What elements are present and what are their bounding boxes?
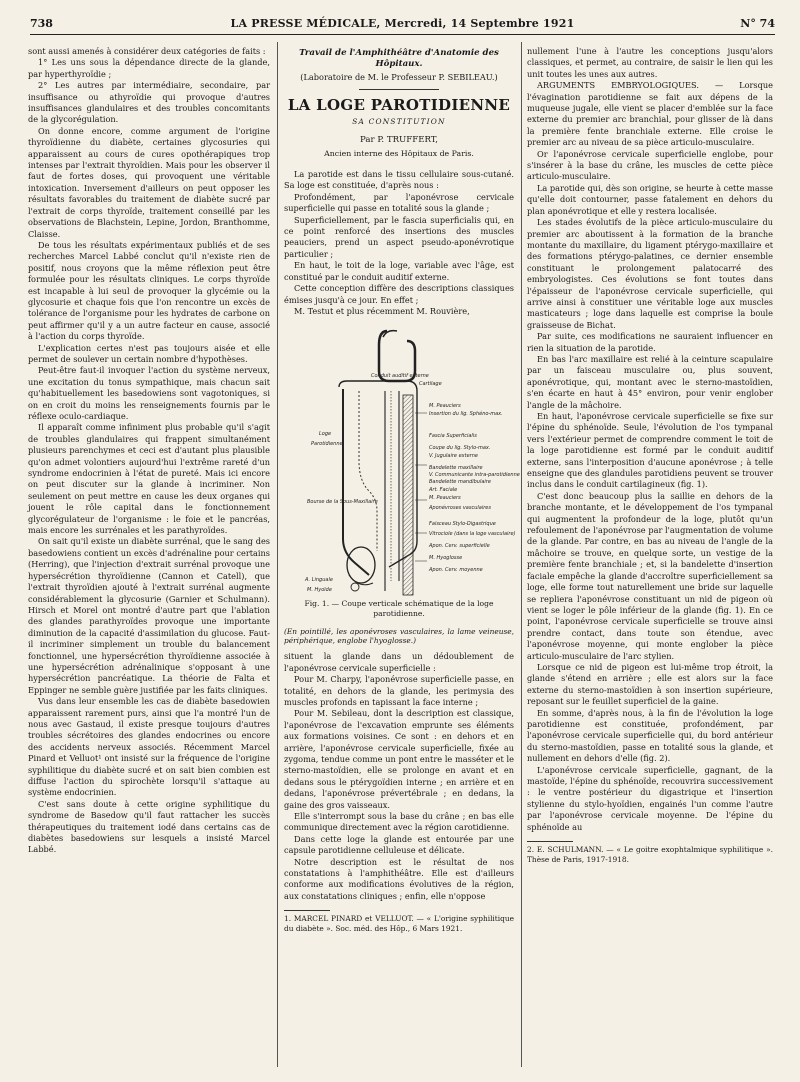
footnote: 2. E. SCHULMANN. — « Le goitre exophtalmique syphilitique ». Thèse de Paris, 1917-1918. xyxy=(527,845,773,864)
paragraph: Par suite, ces modifications ne sauraient influencer en rien la situation de la parotide. xyxy=(527,331,773,353)
figure-label: Bandelette mandibulaire xyxy=(429,479,491,486)
paragraph: M. Testut et plus récemment M. Rouvière, xyxy=(294,305,470,316)
figure-label: V. Communicante intra-parotidienne xyxy=(429,472,520,479)
paragraph: Pour M. Sebileau, dont la description est classique, l'aponévrose de l'excavation emprunte ses éléments aux formations voisines. Ce sont : en dehors et en arrière, l'aponévrose cervicale superficielle, fixée au zygoma, tendue comme un pont entre le masséter et le sterno-mastoïdien, elle se prolonge en avant et en dedans sous le ptérygoïdien interne ; en arrière et en dedans, l'aponévrose prévertébrale ; en dedans, la gaine des gros vaisseaux. xyxy=(284,708,514,810)
running-header xyxy=(30,14,775,35)
paragraph: En somme, d'après nous, à la fin de l'évolution la loge parotidienne est constituée, profondément, par l'aponévrose cervicale superficielle qui, du bord antérieur du sterno-mastoïdien, passe en totalité sous la glande, et nullement en dehors d'elle (fig. 2). xyxy=(527,707,773,764)
figure-caption-note: (En pointillé, les aponévroses vasculaires, la lame veineuse, périphérique, englobe l'hyoglosse.) xyxy=(284,626,514,645)
figure-caption: Fig. 1. — Coupe verticale schématique de la loge parotidienne. xyxy=(304,599,494,618)
journal-title: LA PRESSE MÉDICALE, Mercredi, 14 Septembre 1921 xyxy=(230,17,575,30)
paragraph: 2° Les autres par intermédiaire, secondaire, par insuffisance ou athyroïdie qui provoque d'autres insuffisances glandulaires et des troubles concomitants de la glycorégulation. xyxy=(28,80,270,125)
paragraph: Or l'aponévrose cervicale superficielle englobe, pour s'insérer à la base du crâne, les muscles de cette pièce articulo-musculaire. xyxy=(527,148,773,182)
paragraph: C'est donc beaucoup plus la saillie en dehors de la branche montante, et le développement de l'os tympanal qui augmentent la profondeur de la loge, plutôt qu'un refoulement de l'aponévrose par l'augmentation de volume de la glande. Par contre, en bas au niveau de l'angle de la mâchoire se trouve, en quelque sorte, un vestige de la première fente branchiale ; et, si la bandelette d'insertion faciale empêche la glande d'accroître superficiellement sa loge, elle forme tout naturellement une bride sur laquelle se repliera l'aponévrose constituant un nid de pigeon où vient se loger le pôle inférieur de la glande (fig. 1). En ce point, l'aponévrose cervicale superficielle se trouve ainsi prendre contact, dans toute son étendue, avec l'aponévrose moyenne, qui monte englober la pièce articulo-musculaire de l'arc stylien. xyxy=(527,490,773,661)
paragraph: Dans cette loge la glande est entourée par une capsule parotidienne celluleuse et délicate. xyxy=(284,833,514,856)
vascular-aponeurosis xyxy=(359,391,377,551)
figure-label: Vitrociole (dans la loge vasculaire) xyxy=(429,531,516,538)
laboratory-line: (Laboratoire de M. le Professeur P. SEBILEAU.) xyxy=(300,72,498,82)
article-heading xyxy=(284,48,514,159)
issue-number: N° 74 xyxy=(740,17,775,30)
paragraph: L'explication certes n'est pas toujours aisée et elle permet de soulever un certain nombre d'hypothèses. xyxy=(28,342,270,364)
author-title: Ancien interne des Hôpitaux de Paris. xyxy=(324,148,474,158)
paragraph: Les stades évolutifs de la pièce articulo-musculaire du premier arc aboutissent à la formation de la branche montante du maxillaire, du ligament ptérygo-maxillaire et des formations ptérygo-palatines, ce dernier ensemble constituant le prolongement palatocarré des embryologistes. Ces évolutions se font toutes dans l'épaisseur de l'aponévrose cervicale superficielle, qui arrive ainsi à constituer une véritable loge aux muscles masticateurs ; loge dans laquelle est comprise la boule graisseuse de Bichat. xyxy=(527,217,773,330)
column-rule-right xyxy=(521,42,522,1067)
footnote-rule xyxy=(527,841,573,842)
figure-label: Loge xyxy=(319,431,332,438)
paragraph: En haut, le toit de la loge, variable avec l'âge, est constitué par le conduit auditif externe. xyxy=(284,260,514,282)
paragraph: Pour M. Charpy, l'aponévrose superficielle passe, en totalité, en dehors de la glande, les perimysia des muscles profonds en tapissant la face interne ; xyxy=(284,674,514,707)
page-number: 738 xyxy=(30,17,53,30)
figure-label: Coupe du lig. Stylo-max. xyxy=(429,445,491,452)
paragraph: L'aponévrose cervicale superficielle, gagnant, de la mastoïde, l'épine du sphénoïde, recouvrira successivement : le ventre postérieur du digastrique et l'insertion stylienne du stylo-hyoïdien, engainés l'un comme l'autre par l'aponévrose cervicale moyenne. De l'épine du sphénoïde au xyxy=(527,764,773,832)
figure-label: M. Hyoglosse xyxy=(429,555,463,562)
figure-label: Conduit auditif externe xyxy=(371,373,429,380)
figure-label: M. Peauciers xyxy=(429,403,461,410)
paragraph: ARGUMENTS EMBRYOLOGIQUES. — Lorsque l'évagination parotidienne se fait aux dépens de la muqueuse jugale, elle vient se placer d'emblée sur la face externe du premier arc branchial, pour glisser de là dans la première fente branchiale externe. Elle croise le premier arc au niveau de sa pièce articulo-musculaire. xyxy=(527,80,773,148)
figure-label: M. Hyoïde xyxy=(307,587,332,594)
parotid-section-diagram xyxy=(299,325,520,595)
figure-label: V. Jugulaire externe xyxy=(429,453,478,460)
column-right xyxy=(527,46,773,1056)
paragraph: La parotide est dans le tissu cellulaire sous-cutané. Sa loge est constituée, d'après nous : xyxy=(284,169,514,191)
paragraph: On donne encore, comme argument de l'origine thyroïdienne du diabète, certaines glycosuries qui apparaissent au cours de cures opothérapiques trop intenses par l'extrait thyroïdien. Mais pour les observer il faut de fortes doses, qui provoquent une véritable intoxication. Inversement d'ailleurs on peut opposer les résultats favorables du traitement de diabète sucré par l'extrait de corps thyroïde, traitement conseillé par les observations de Blachstein, Lepine, Jordon, Branthomme, Claisse. xyxy=(28,125,270,239)
paragraph: Vus dans leur ensemble les cas de diabète basedowien apparaissent rarement purs, ainsi que l'a montré l'un de nous avec Gastaud, il existe presque toujours d'autres troubles sécrétoires des glandes endocrines ou encore des accidents nerveux associés. Récemment Marcel Pinard et Velluot¹ ont insisté sur la fréquence de l'origine syphilitique du diabète sucré et on sait bien combien est diffuse l'action du spirochète lorsqu'il s'attaque au système endocrinien. xyxy=(28,696,270,798)
paragraph: En bas l'arc maxillaire est relié à la ceinture scapulaire par un faisceau musculaire ou, plus souvent, aponévrotique, qui, montant avec le sterno-mastoïdien, s'en écarte en haut à 45° environ, pour venir englober l'angle de la mâchoire. xyxy=(527,353,773,410)
paragraph: 1° Les uns sous la dépendance directe de la glande, par hyperthyroïdie ; xyxy=(28,57,270,79)
divider xyxy=(359,89,439,90)
anatomical-figure xyxy=(284,325,520,595)
paragraph: Superficiellement, par le fascia superficialis qui, en ce point renforcé des insertions des muscles peauciers, prend un aspect pseudo-aponévrotique particulier ; xyxy=(284,214,514,259)
paragraph: De tous les résultats expérimentaux publiés et de ses recherches Marcel Labbé conclut qu'il n'existe rien de positif, nous croyons que la même réflexion peut être formulée pour les résultats cliniques. Le corps thyroïde est incapable à lui seul de provoquer la glycémie ou la glycosurie et chaque fois que l'on rencontre un excès de tolérance de l'organisme pour les hydrates de carbone on peut affirmer qu'il y a un autre facteur en cause, associé à l'action du corps thyroïde. xyxy=(28,239,270,342)
figure-label: Parotidienne xyxy=(311,441,343,448)
paragraph: Lorsque ce nid de pigeon est lui-même trop étroit, la glande s'étend en arrière ; elle est alors sur la face externe du sterno-mastoïdien à son insertion supérieure, reposant sur le feuillet superficiel de la gaine. xyxy=(527,661,773,707)
figure-label: Bandelette maxillaire xyxy=(429,465,483,472)
paragraph: C'est sans doute à cette origine syphilitique du syndrome de Basedow qu'il faut rattacher les succès thérapeutiques du traitement iodé dans certains cas de diabètes basedowiens sur lesquels a insisté Marcel Labbé. xyxy=(28,798,270,855)
article-author: Par P. TRUFFERT, xyxy=(359,135,439,146)
platysma-muscle xyxy=(403,395,413,595)
footnote: 1. MARCEL PINARD et VELLUOT. — « L'origine syphilitique du diabète ». Soc. méd. des Hôp., 6 Mars 1921. xyxy=(284,914,514,933)
paragraph: La parotide qui, dès son origine, se heurte à cette masse qu'elle doit contourner, passe fatalement en dehors du plan aponévrotique et elle y restera localisée. xyxy=(527,182,773,216)
figure-label: Bourse de la Sous-Maxillaire xyxy=(307,499,378,506)
figure-label: Faisceau Stylo-Digastrique xyxy=(429,521,496,528)
figure-label: Insertion du lig. Sphéno-max. xyxy=(429,411,503,418)
paragraph: Cette conception diffère des descriptions classiques émises jusqu'à ce jour. En effet ; xyxy=(284,283,514,305)
figure-label: Cartilage xyxy=(419,381,442,388)
paragraph: Peut-être faut-il invoquer l'action du système nerveux, une excitation du tonus sympathique, mais chacun sait qu'habituellement les basedowiens sont vagotoniques, si on en croit du moins les renseignements fournis par le réflexe oculo-cardiaque. xyxy=(28,365,270,421)
figure-label: Apon. Cerv. superficielle xyxy=(429,543,490,550)
paragraph: Elle s'interrompt sous la base du crâne ; en bas elle communique directement avec la région carotidienne. xyxy=(284,811,514,833)
paragraph: nullement l'une à l'autre les conceptions jusqu'alors classiques, et permet, au contraire, de saisir le lien qui les unit toutes les unes aux autres. xyxy=(527,46,773,79)
footnote-rule xyxy=(284,910,330,911)
figure-label: Art. Faciale xyxy=(429,487,458,494)
figure-label: M. Peauciers xyxy=(429,495,461,502)
column-left xyxy=(28,46,270,1056)
figure-label: A. Linguale xyxy=(305,577,333,584)
column-rule-left xyxy=(277,42,278,1067)
paragraph: Notre description est le résultat de nos constatations à l'amphithéâtre. Elle est d'ailleurs conforme aux modifications évolutives de la région, aux constatations cliniques ; enfin, elle n'oppose xyxy=(284,856,514,901)
paragraph: Il apparaît comme infiniment plus probable qu'il s'agit de troubles glandulaires qui frappent simultanément plusieurs parenchymes et ceci est d'autant plus plausible qu'on admet volontiers aujourd'hui l'extrême rareté d'un syndrome endocrinien à l'état de pureté. Mais ici encore on peut discuter sur la glande à incriminer. Non seulement on peut mettre en cause les deux organes qui jouent le rôle capital dans le fonctionnement glycorégulateur de l'organisme : le foie et le pancréas, mais encore les surrénales et les parathyroïdes. xyxy=(28,422,270,536)
figure-label: Apon. Cerv. moyenne xyxy=(429,567,483,574)
article-affiliation: Travail de l'Amphithéâtre d'Anatomie des Hôpitaux. xyxy=(299,48,499,69)
paragraph: situent la glande dans un dédoublement de l'aponévrose cervicale superficielle : xyxy=(284,651,514,673)
article-subtitle: SA CONSTITUTION xyxy=(352,116,446,126)
column-middle xyxy=(284,46,520,1056)
paragraph: Profondément, par l'aponévrose cervicale superficielle qui passe en totalité sous la glande ; xyxy=(284,191,514,214)
paragraph: sont aussi amenés à considérer deux catégories de faits : xyxy=(28,46,266,56)
article-title: LA LOGE PAROTIDIENNE xyxy=(287,96,511,115)
paragraph: En haut, l'aponévrose cervicale superficielle se fixe sur l'épine du sphénoïde. Seule, l'évolution de l'os tympanal vers l'extérieur permet de comprendre comment le toit de la loge parotidienne est formé par le conduit auditif externe, sans l'interposition d'aucune aponévrose ; à telle enseigne que des glandules parotidiens peuvent se trouver inclus dans le conduit cartilagineux (fig. 1). xyxy=(527,411,773,490)
paragraph: On sait qu'il existe un diabète surrénal, que le sang des basedowiens contient un excès d'adrénaline pour certains (Herring), que l'injection d'extrait surrénal provoque une hypersécrétion thyroïdienne (Cannon et Catell), que l'extrait thyroïdien ajouté à l'extrait surrénal augmente considérablement la glycosurie (Garnier et Schulmann). Hirsch et Morel ont montré d'autre part que l'ablation des glandes parathyroïdes provoque une importante diminution de la capacité d'assimilation du glucose. Faut-il incriminer simplement un trouble du balancement fonctionnel, une hypersécrétion thyroïdienne associée à une hypersécrétion adrénalinique s'opposant à une hypersécrétion pancréatique. La théorie de Falta et Eppinger ne semble guère justifiée par les faits cliniques. xyxy=(28,536,270,695)
figure-label: Aponévroses vasculaires xyxy=(429,505,491,512)
figure-label: Fascia Superficialis xyxy=(429,433,477,440)
